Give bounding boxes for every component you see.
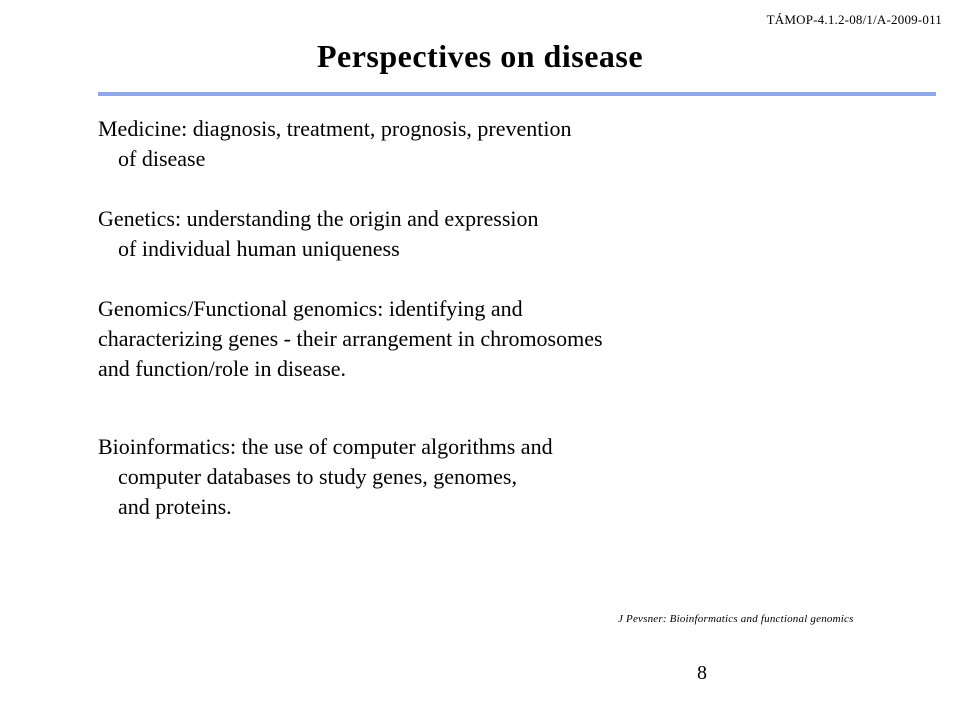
- project-code: TÁMOP-4.1.2-08/1/A-2009-011: [766, 12, 942, 27]
- paragraph-spacer: [98, 384, 798, 432]
- paragraph-spacer: [98, 264, 798, 294]
- paragraph-spacer: [98, 174, 798, 204]
- slide-body: [98, 114, 798, 522]
- paragraph-medicine: [98, 114, 798, 174]
- paragraph-line: Genetics: understanding the origin and expression: [98, 206, 539, 231]
- paragraph-line: and function/role in disease.: [98, 356, 347, 381]
- paragraph-bioinformatics: [98, 432, 798, 522]
- paragraph-genomics: [98, 294, 798, 384]
- paragraph-line: Bioinformatics: the use of computer algorithms and: [98, 434, 553, 459]
- paragraph-line: characterizing genes - their arrangement in chromosomes: [98, 326, 603, 351]
- paragraph-genetics: [98, 204, 798, 264]
- paragraph-line: and proteins.: [118, 494, 232, 519]
- title-divider: [98, 92, 936, 96]
- paragraph-line: Medicine: diagnosis, treatment, prognosis, prevention: [98, 116, 572, 141]
- paragraph-line: of individual human uniqueness: [118, 236, 400, 261]
- paragraph-line: of disease: [118, 146, 206, 171]
- source-citation: J Pevsner: Bioinformatics and functional genomics: [618, 613, 854, 625]
- page-number: 8: [697, 662, 707, 684]
- paragraph-line: computer databases to study genes, genomes,: [118, 464, 517, 489]
- paragraph-line: Genomics/Functional genomics: identifying and: [98, 296, 523, 321]
- slide-title: Perspectives on disease: [316, 38, 644, 74]
